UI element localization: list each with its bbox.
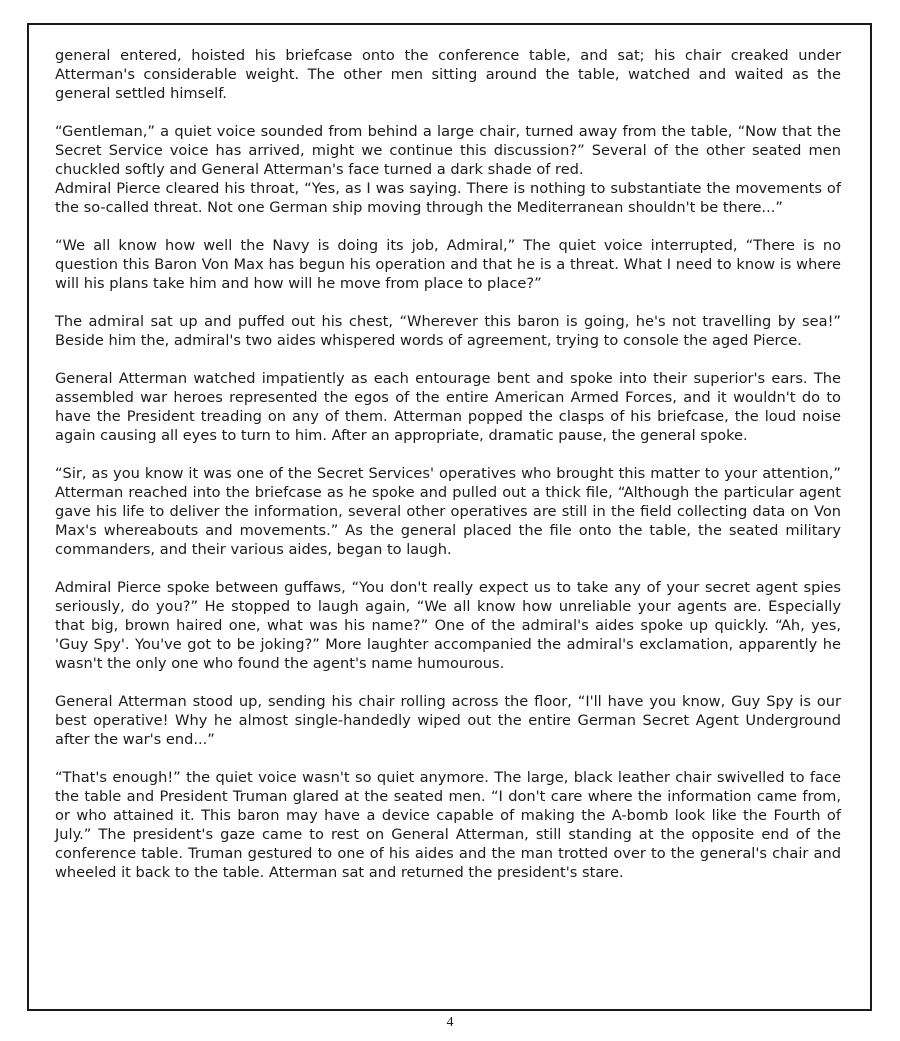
paragraph-6: “Sir, as you know it was one of the Secret Services' operatives who brought this matter to your attention,” Atterman reached into the briefcase as he spoke and pulled out a thick file, “Although the particular agent gave his life to deliver the information, several other operatives are still in the field collecting data on Von Max's whereabouts and movements.” As the general placed the file onto the table, the seated military commanders, and their various aides, began to laugh. [55, 465, 841, 558]
paragraph-5: General Atterman watched impatiently as each entourage bent and spoke into their superior's ears. The assembled war heroes represented the egos of the entire American Armed Forces, and it wouldn't do to have the President treading on any of them. Atterman popped the clasps of his briefcase, the loud noise again causing all eyes to turn to him. After an appropriate, dramatic pause, the general spoke. [55, 370, 841, 444]
paragraph-9: “That's enough!” the quiet voice wasn't so quiet anymore. The large, black leather chair swivelled to face the table and President Truman glared at the seated men. “I don't care where the information came from, or who attained it. This baron may have a device capable of making the A-bomb look like the Fourth of July.” The president's gaze came to rest on General Atterman, still standing at the opposite end of the conference table. Truman gestured to one of his aides and the man trotted over to the general's chair and wheeled it back to the table. Atterman sat and returned the president's stare. [55, 769, 841, 881]
paragraph-7: Admiral Pierce spoke between guffaws, “You don't really expect us to take any of your secret agent spies seriously, do you?” He stopped to laugh again, “We all know how unreliable your agents are. Especially that big, brown haired one, what was his name?” One of the admiral's aides spoke up quickly. “Ah, yes, 'Guy Spy'. You've got to be joking?” More laughter accompanied the admiral's exclamation, apparently he wasn't the only one who found the agent's name humourous. [55, 579, 841, 672]
paragraph-8: General Atterman stood up, sending his chair rolling across the floor, “I'll have you know, Guy Spy is our best operative! Why he almost single-handedly wiped out the entire German Secret Agent Underground after the war's end...” [55, 693, 841, 748]
page-number: 4 [446, 1015, 454, 1030]
paragraph-4: The admiral sat up and puffed out his chest, “Wherever this baron is going, he's not travelling by sea!” Beside him the, admiral's two aides whispered words of agreement, trying to console the aged Pierce. [55, 313, 841, 349]
paragraph-1: general entered, hoisted his briefcase onto the conference table, and sat; his chair creaked under Atterman's considerable weight. The other men sitting around the table, watched and waited as the general settled himself. [55, 47, 841, 102]
paragraph-3: “We all know how well the Navy is doing its job, Admiral,” The quiet voice interrupted, “There is no question this Baron Von Max has begun his operation and that he is a threat. What I need to know is where will his plans take him and how will he move from place to place?” [55, 237, 841, 292]
story-text [55, 46, 841, 901]
paragraph-2: “Gentleman,” a quiet voice sounded from behind a large chair, turned away from the table, “Now that the Secret Service voice has arrived, might we continue this discussion?” Several of the other seated men chuckled softly and General Atterman's face turned a dark shade of red. Admiral Pierce cleared his throat, “Yes, as I was saying. There is nothing to substantiate the movements of the so-called threat. Not one German ship moving through the Mediterranean shouldn't be there...” [55, 123, 841, 216]
